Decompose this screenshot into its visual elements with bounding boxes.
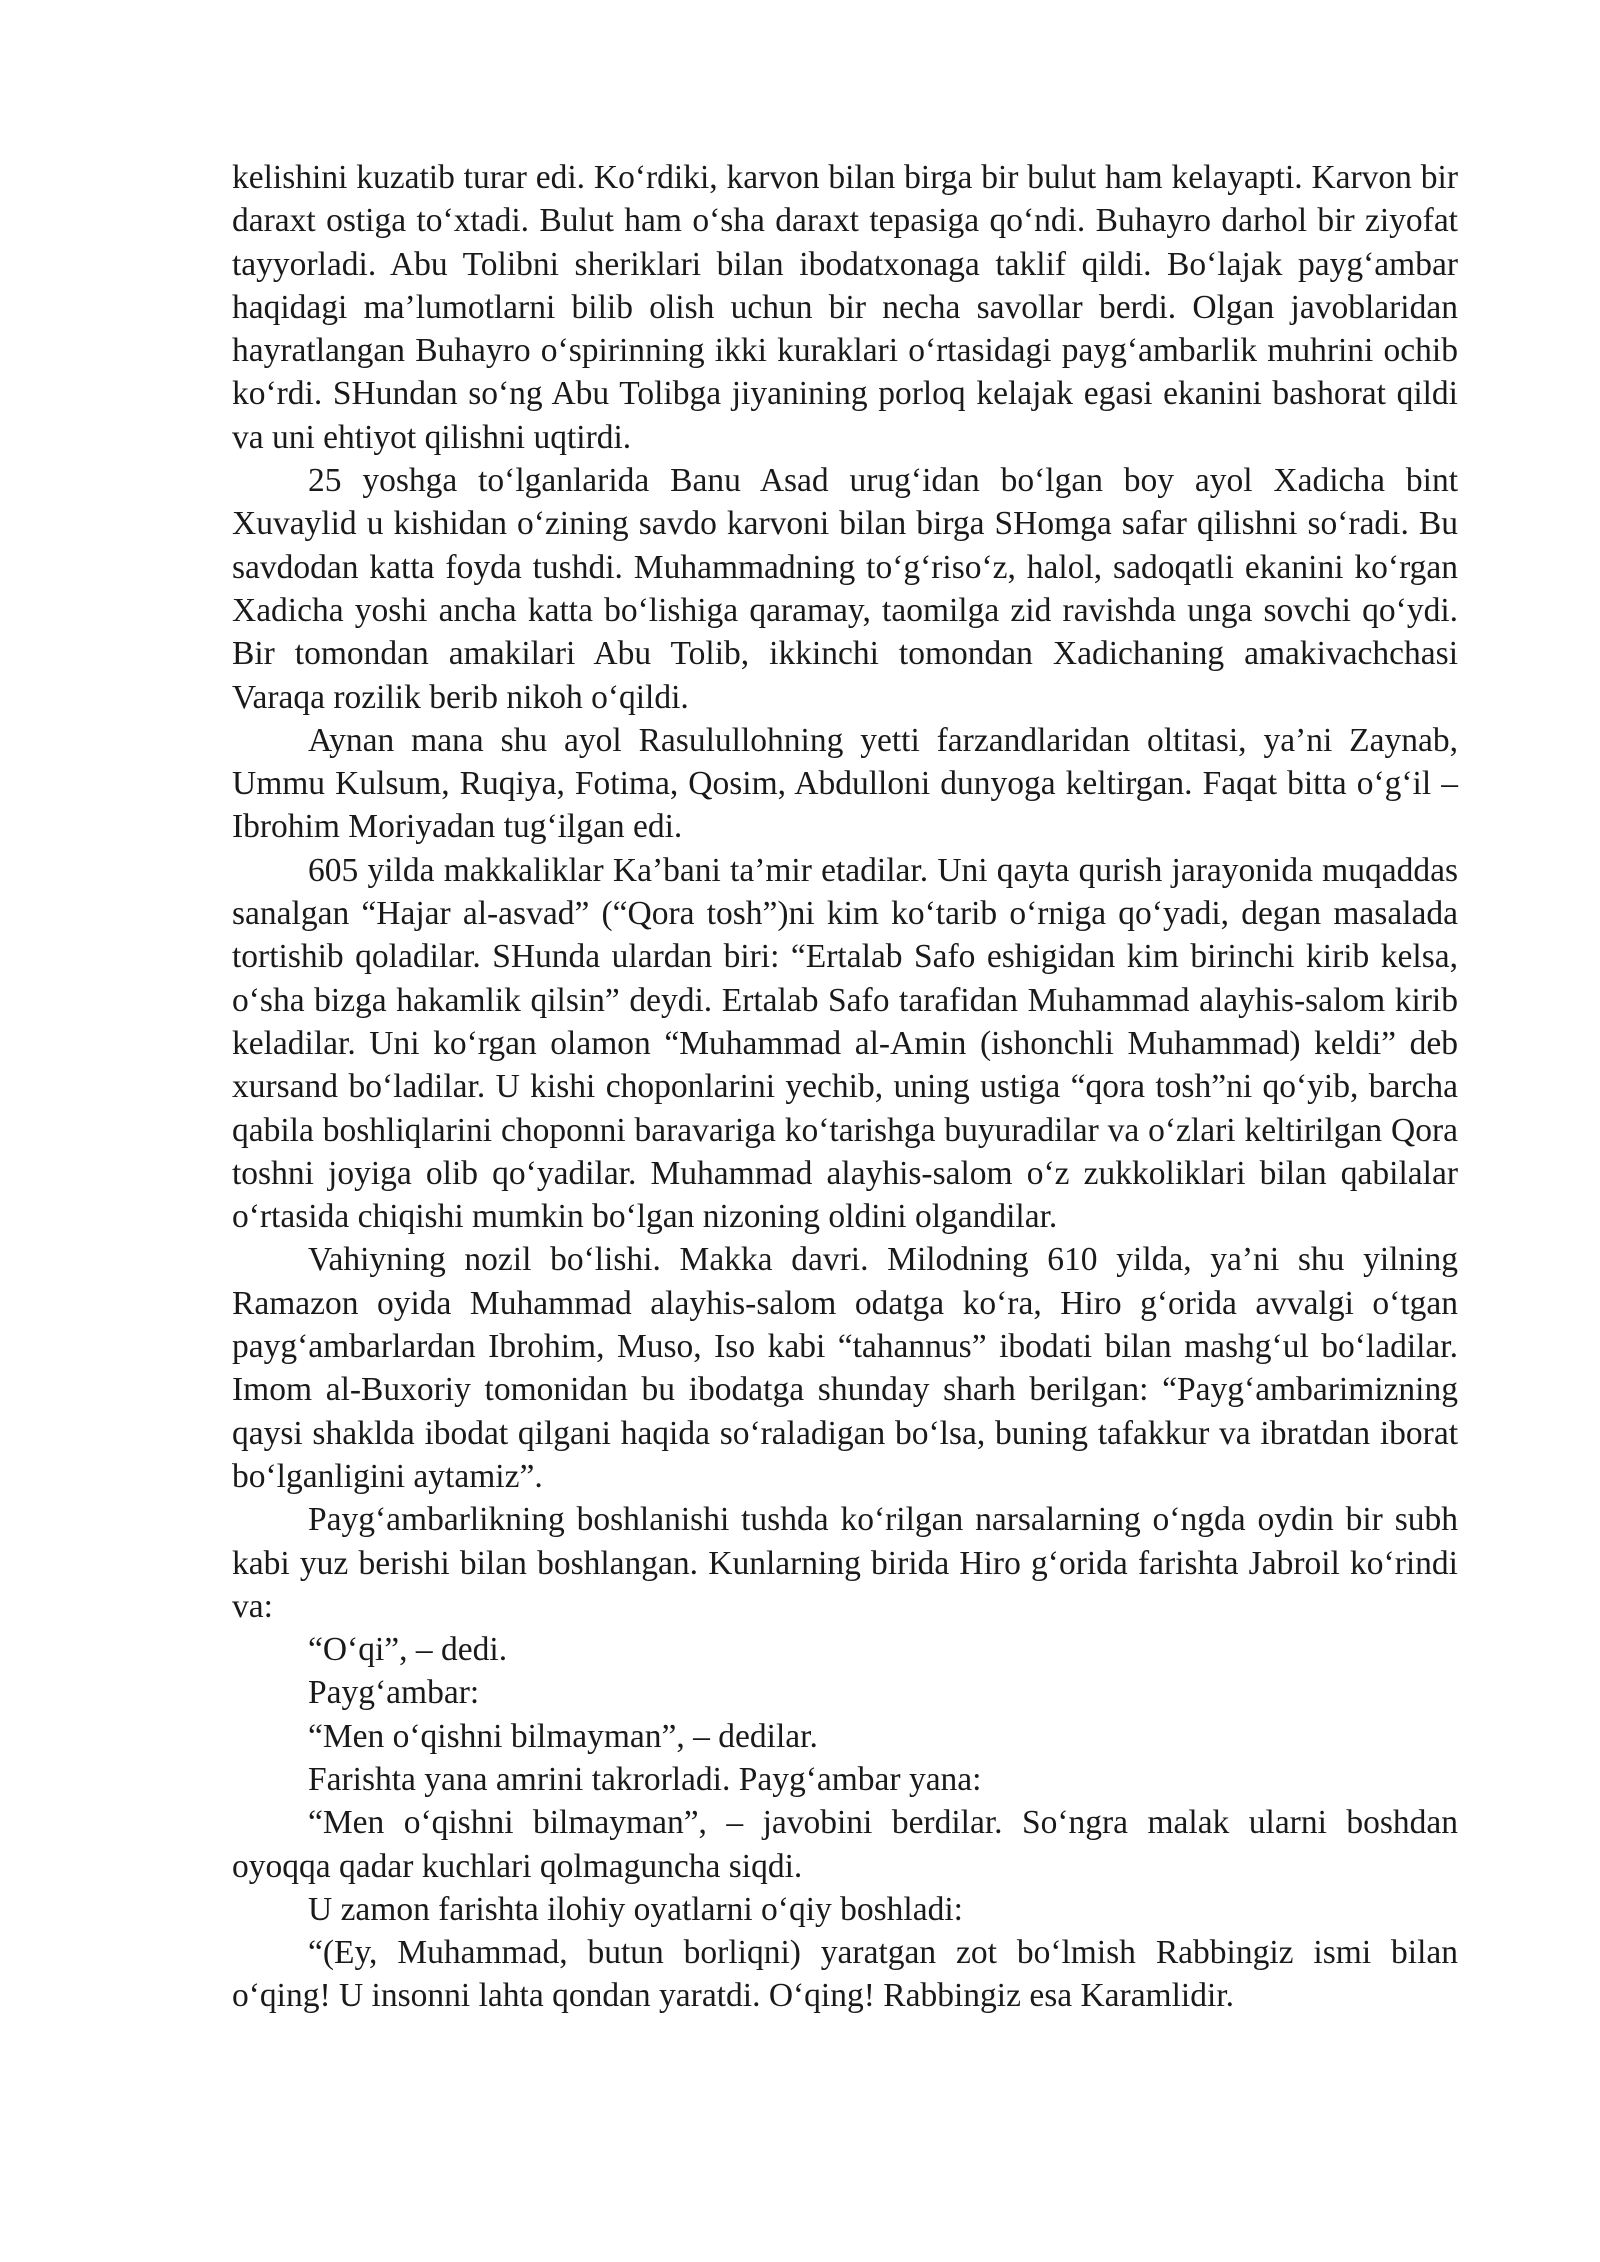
paragraph: 605 yilda makkaliklar Ka’bani ta’mir etadilar. Uni qayta qurish jarayonida muqaddas sanalgan “Hajar al-asvad” (“Qora tosh”)ni kim ko‘tarib o‘rniga qo‘yadi, degan masalada tortishib qoladilar. SHunda ulardan biri: “Ertalab Safo eshigidan kim birinchi kirib kelsa, o‘sha bizga hakamlik qilsin” deydi. Ertalab Safo tarafidan Muhammad alayhis-salom kirib keladilar. Uni ko‘rgan olamon “Muhammad al-Amin (ishonchli Muhammad) keldi” deb xursand bo‘ladilar. U kishi choponlarini yechib, uning ustiga “qora tosh”ni qo‘yib, barcha qabila boshliqlarini choponni baravariga ko‘tarishga buyuradilar va o‘zlari keltirilgan Qora toshni joyiga olib qo‘yadilar. Muhammad alayhis-salom o‘z zukkoliklari bilan qabilalar o‘rtasida chiqishi mumkin bo‘lgan nizoning oldini olgandilar.	[232, 851, 1458, 1236]
document-page	[232, 156, 1458, 2018]
paragraph: U zamon farishta ilohiy oyatlarni o‘qiy boshladi:	[308, 1890, 963, 1928]
paragraph: 25 yoshga to‘lganlarida Banu Asad urug‘idan bo‘lgan boy ayol Xadicha bint Xuvaylid u kishidan o‘zining savdo karvoni bilan birga SHomga safar qilishni so‘radi. Bu savdodan katta foyda tushdi. Muhammadning to‘g‘riso‘z, halol, sadoqatli ekanini ko‘rgan Xadicha yoshi ancha katta bo‘lishiga qaramay, taomilga zid ravishda unga sovchi qo‘ydi. Bir tomondan amakilari Abu Tolib, ikkinchi tomondan Xadichaning amakivachchasi Varaqa rozilik berib nikoh o‘qildi.	[232, 462, 1458, 716]
paragraph: “Men o‘qishni bilmayman”, – dedilar.	[308, 1717, 818, 1755]
paragraph: Aynan mana shu ayol Rasulullohning yetti farzandlaridan oltitasi, ya’ni Zaynab, Ummu Kulsum, Ruqiya, Fotima, Qosim, Abdulloni dunyoga keltirgan. Faqat bitta o‘g‘il – Ibrohim Moriyadan tug‘ilgan edi.	[232, 721, 1458, 846]
paragraph: “(Ey, Muhammad, butun borliqni) yaratgan zot bo‘lmish Rabbingiz ismi bilan o‘qing! U insonni lahta qondan yaratdi. O‘qing! Rabbingiz esa Karamlidir.	[232, 1934, 1458, 2015]
paragraph: kelishini kuzatib turar edi. Ko‘rdiki, karvon bilan birga bir bulut ham kelayapti. Karvon bir daraxt ostiga to‘xtadi. Bulut ham o‘sha daraxt tepasiga qo‘ndi. Buhayro darhol bir ziyofat tayyorladi. Abu Tolibni sheriklari bilan ibodatxonaga taklif qildi. Bo‘lajak payg‘ambar haqidagi ma’lumotlarni bilib olish uchun bir necha savollar berdi. Olgan javoblaridan hayratlangan Buhayro o‘spirinning ikki kuraklari o‘rtasidagi payg‘ambarlik muhrini ochib ko‘rdi. SHundan so‘ng Abu Tolibga jiyanining porloq kelajak egasi ekanini bashorat qildi va uni ehtiyot qilishni uqtirdi.	[232, 159, 1458, 456]
paragraph: Vahiyning nozil bo‘lishi. Makka davri. Milodning 610 yilda, ya’ni shu yilning Ramazon oyida Muhammad alayhis-salom odatga ko‘ra, Hiro g‘orida avvalgi o‘tgan payg‘ambarlardan Ibrohim, Muso, Iso kabi “tahannus” ibodati bilan mashg‘ul bo‘ladilar. Imom al-Buxoriy tomonidan bu ibodatga shunday sharh berilgan: “Payg‘ambarimizning qaysi shaklda ibodat qilgani haqida so‘raladigan bo‘lsa, buning tafakkur va ibratdan iborat bo‘lganligini aytamiz”.	[232, 1241, 1458, 1495]
paragraph: “O‘qi”, – dedi.	[308, 1631, 508, 1669]
paragraph: “Men o‘qishni bilmayman”, – javobini berdilar. So‘ngra malak ularni boshdan oyoqqa qadar kuchlari qolmaguncha siqdi.	[232, 1804, 1458, 1885]
paragraph: Payg‘ambarlikning boshlanishi tushda ko‘rilgan narsalarning o‘ngda oydin bir subh kabi yuz berishi bilan boshlangan. Kunlarning birida Hiro g‘orida farishta Jabroil ko‘rindi va:	[232, 1501, 1458, 1625]
paragraph: Payg‘ambar:	[308, 1674, 480, 1712]
paragraph: Farishta yana amrini takrorladi. Payg‘ambar yana:	[308, 1760, 982, 1798]
